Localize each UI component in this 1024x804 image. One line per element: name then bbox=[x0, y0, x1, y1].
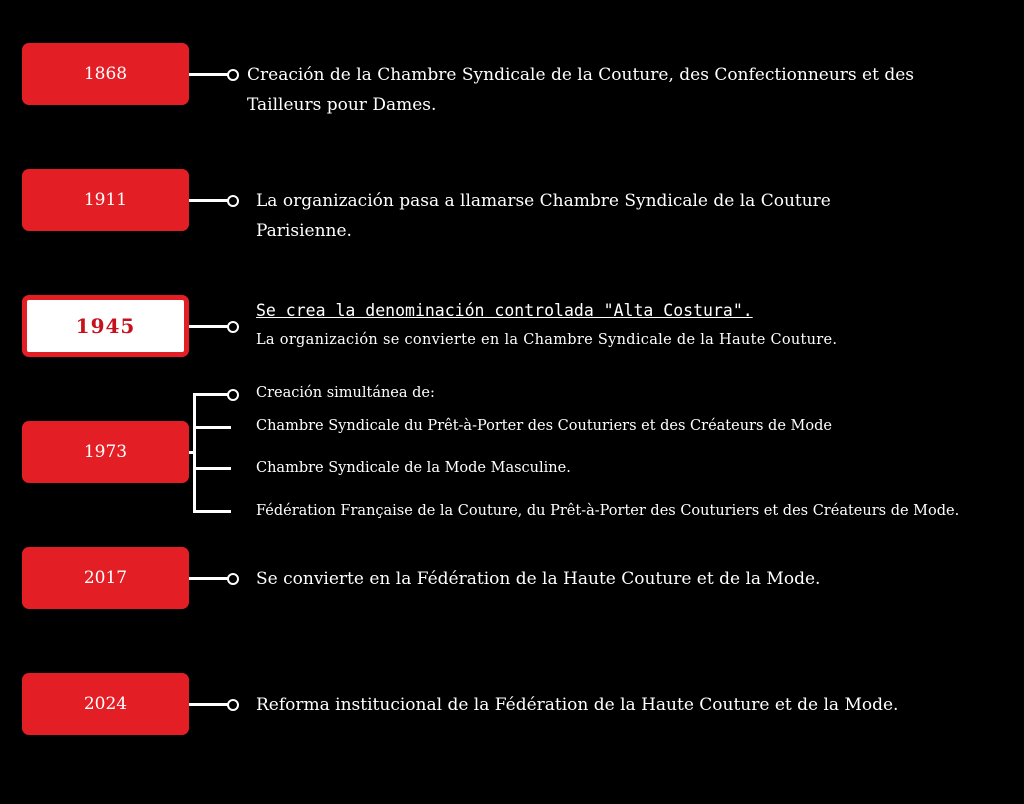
event-1945-subtitle: La organización se convierte en la Chambre Syndicale de la Haute Couture. bbox=[256, 332, 838, 348]
connector-dot bbox=[227, 195, 239, 207]
bracket-branch bbox=[193, 467, 231, 470]
event-1973-item: Chambre Syndicale de la Mode Masculine. bbox=[256, 460, 571, 476]
event-1911 bbox=[256, 186, 956, 246]
event-2024: Reforma institucional de la Fédération de la Haute Couture et de la Mode. bbox=[256, 695, 899, 715]
year-box-2024: 2024 bbox=[22, 673, 189, 735]
year-box-1973: 1973 bbox=[22, 421, 189, 483]
event-1868 bbox=[247, 60, 987, 120]
connector-dot bbox=[227, 389, 239, 401]
connector-dot bbox=[227, 321, 239, 333]
bracket-branch bbox=[193, 510, 231, 513]
connector-line bbox=[189, 73, 229, 76]
connector-line bbox=[189, 199, 229, 202]
event-1945-title: Se crea la denominación controlada "Alta Costura". bbox=[256, 301, 753, 320]
year-box-1945: 1945 bbox=[22, 295, 189, 357]
connector-dot bbox=[227, 573, 239, 585]
event-line: Creación de la Chambre Syndicale de la Couture, des Confectionneurs et des bbox=[247, 65, 915, 85]
event-line: Parisienne. bbox=[256, 221, 352, 241]
event-1973-item: Chambre Syndicale du Prêt-à-Porter des Couturiers et des Créateurs de Mode bbox=[256, 418, 832, 434]
event-line: Tailleurs pour Dames. bbox=[247, 95, 437, 115]
event-2017: Se convierte en la Fédération de la Haute Couture et de la Mode. bbox=[256, 569, 821, 589]
connector-dot bbox=[227, 69, 239, 81]
connector-dot bbox=[227, 699, 239, 711]
connector-line bbox=[189, 577, 229, 580]
event-line: La organización pasa a llamarse Chambre Syndicale de la Couture bbox=[256, 191, 831, 211]
year-box-1911: 1911 bbox=[22, 169, 189, 231]
event-1973-item: Fédération Française de la Couture, du Prêt-à-Porter des Couturiers et des Créateurs de Mode. bbox=[256, 503, 960, 519]
event-1973-intro: Creación simultánea de: bbox=[256, 385, 435, 401]
connector-line bbox=[189, 325, 229, 328]
bracket-branch bbox=[193, 393, 229, 396]
bracket-line bbox=[193, 394, 196, 513]
year-box-2017: 2017 bbox=[22, 547, 189, 609]
bracket-branch bbox=[193, 426, 231, 429]
connector-line bbox=[189, 703, 229, 706]
year-box-1868: 1868 bbox=[22, 43, 189, 105]
